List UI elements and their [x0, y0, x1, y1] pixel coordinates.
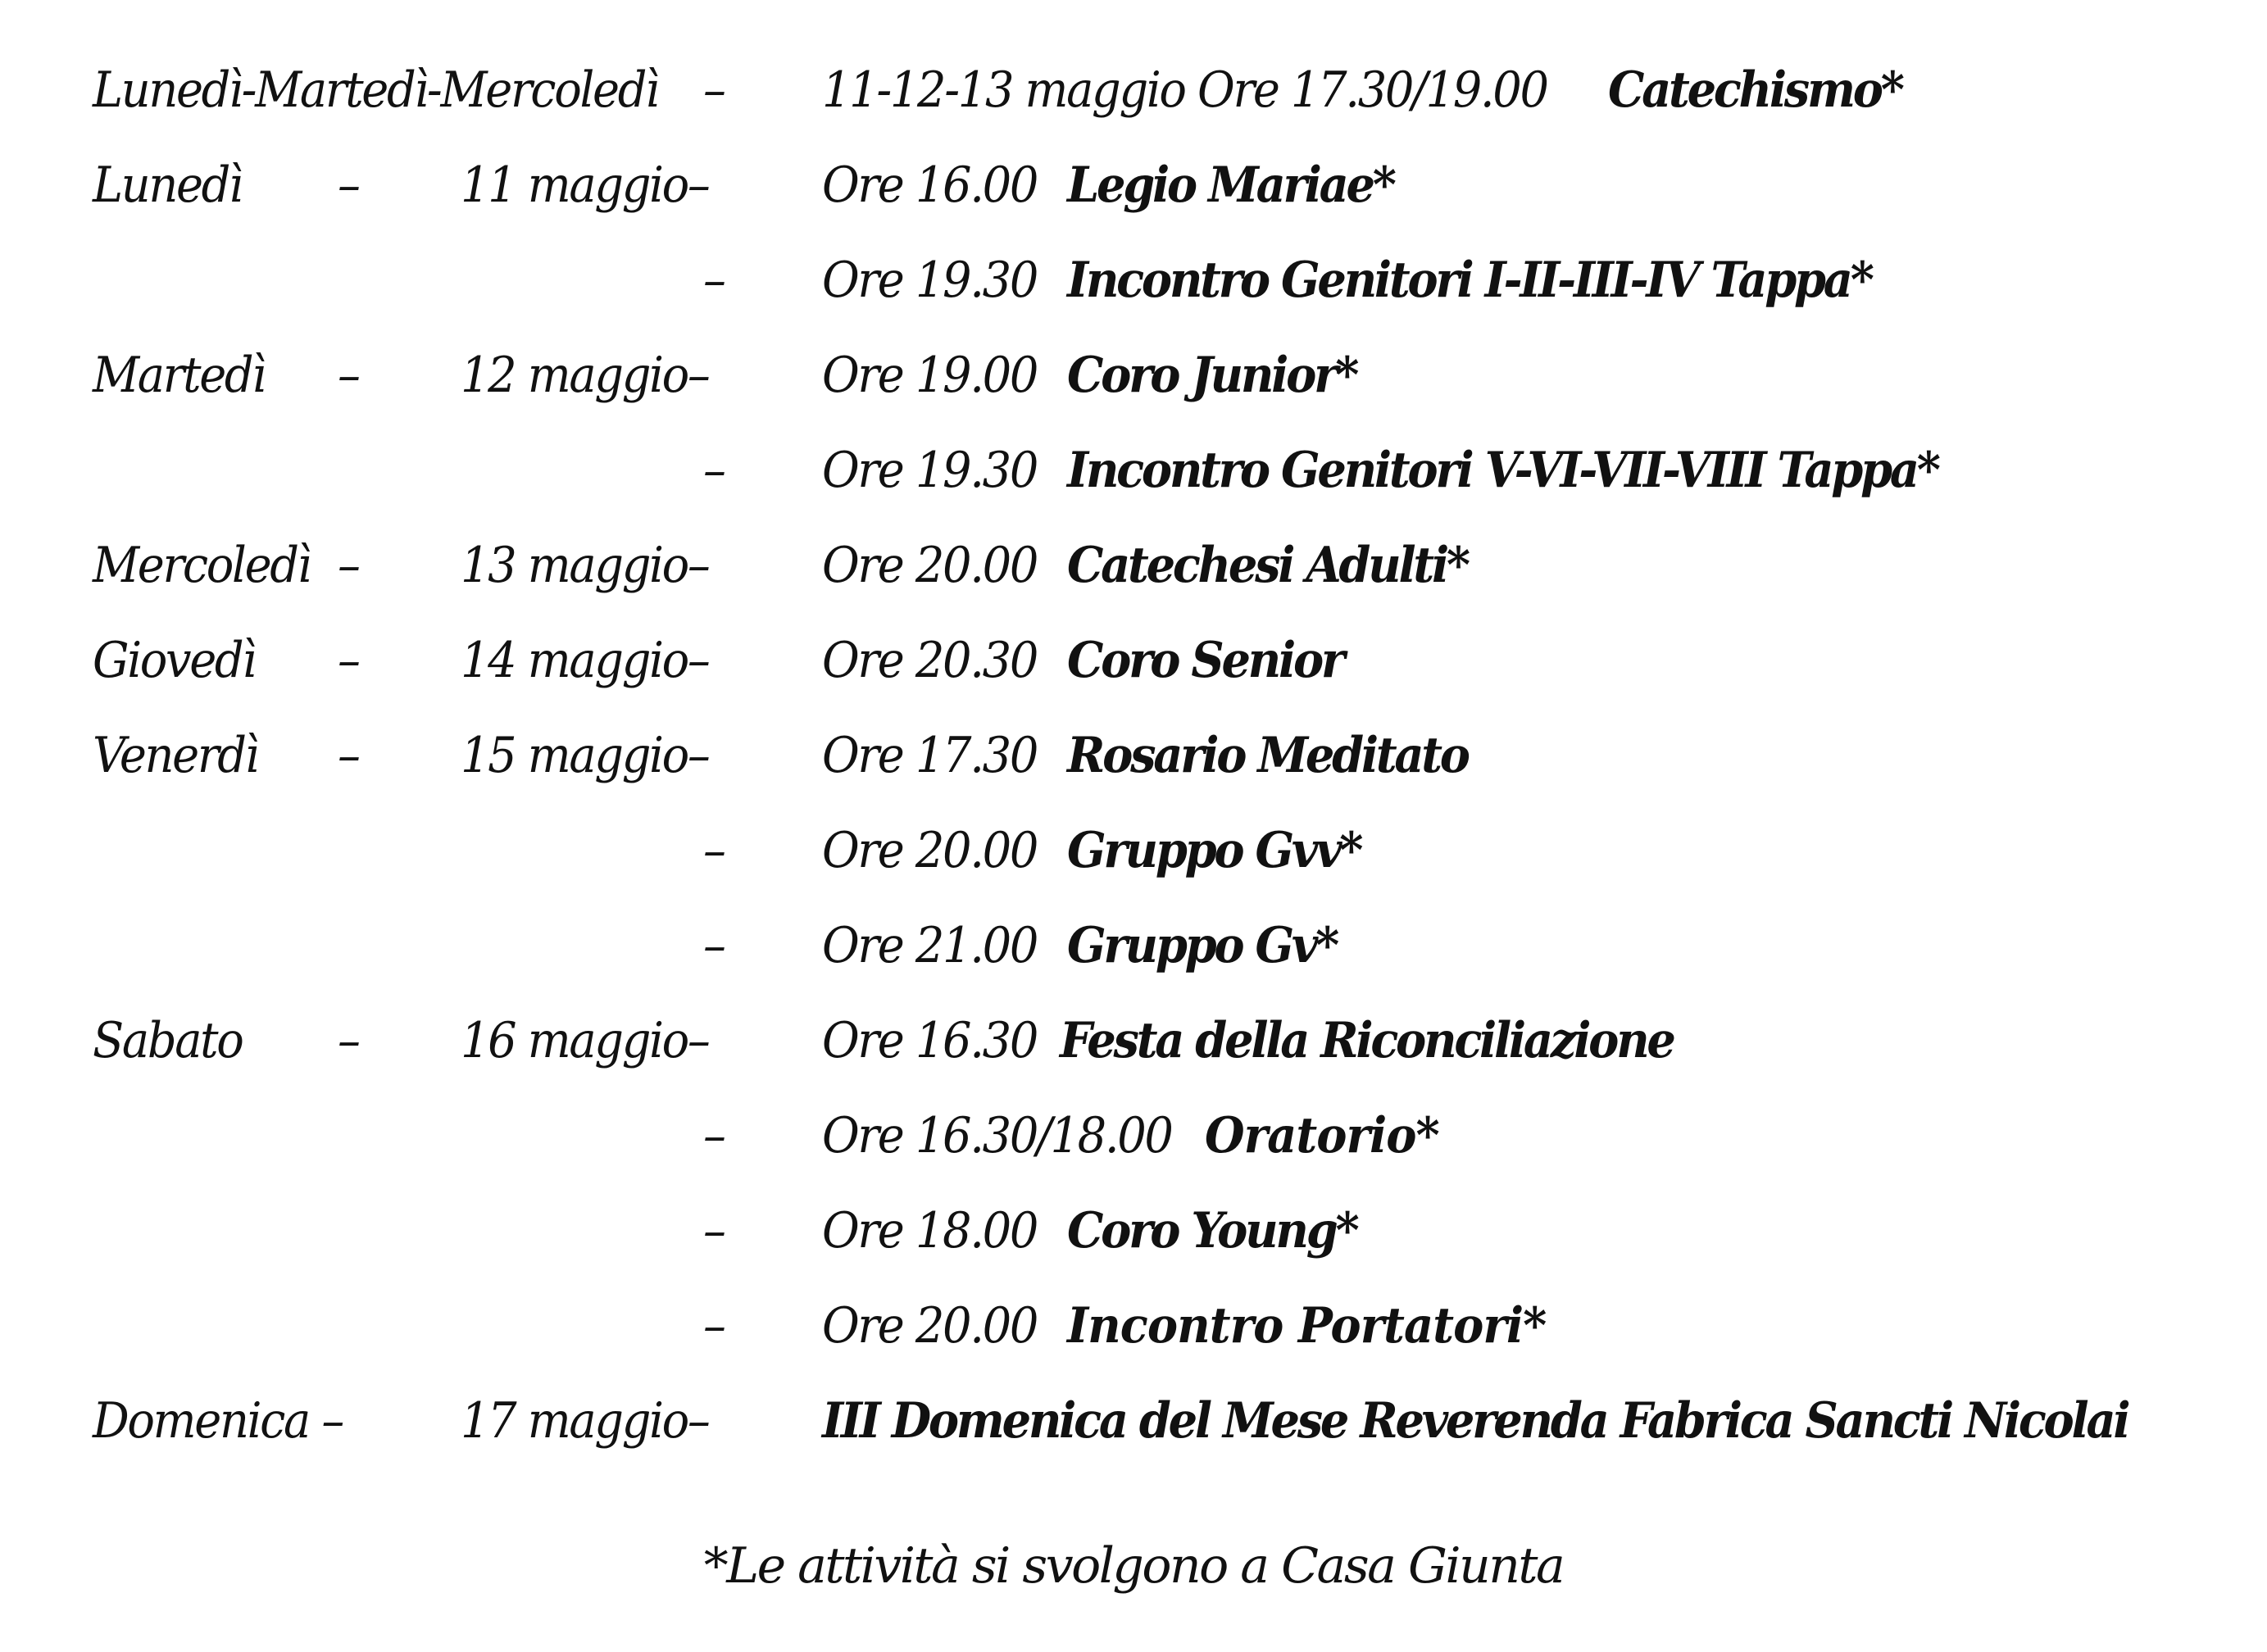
activity-name: Incontro Portatori* [1067, 1297, 1547, 1355]
schedule-date: 11 maggio– [461, 157, 709, 214]
schedule-row [0, 993, 2267, 1088]
schedule-time: Ore 19.30 [822, 442, 1037, 499]
schedule-time: Ore 20.00 [822, 822, 1037, 879]
schedule-dates-time: 11-12-13 maggio Ore 17.30/19.00 [822, 61, 1547, 119]
schedule-row [0, 1088, 2267, 1183]
schedule-time: Ore 16.30 [822, 1012, 1037, 1069]
schedule-time: Ore 20.30 [822, 632, 1037, 689]
separator-dash: – [703, 61, 725, 119]
schedule-time: Ore 20.00 [822, 537, 1037, 594]
footnote: *Le attività si svolgono a Casa Giunta [703, 1537, 1564, 1595]
activity-name: Coro Junior* [1067, 347, 1357, 404]
activity-name: Coro Young* [1067, 1202, 1357, 1259]
schedule-time: Ore 20.00 [822, 1297, 1037, 1355]
schedule-row [0, 328, 2267, 423]
separator-dash: – [338, 1012, 359, 1069]
separator-dash: – [703, 917, 725, 974]
schedule-time: Ore 21.00 [822, 917, 1037, 974]
separator-dash: – [338, 632, 359, 689]
activity-name: Rosario Meditato [1067, 727, 1468, 784]
schedule-date: 15 maggio– [461, 727, 709, 784]
schedule-row [0, 1373, 2267, 1468]
schedule-time: Ore 19.00 [822, 347, 1037, 404]
schedule-time: Ore 18.00 [822, 1202, 1037, 1259]
schedule-date: 14 maggio– [461, 632, 709, 689]
schedule-row [0, 1278, 2267, 1373]
separator-dash: – [703, 822, 725, 879]
activity-name: Gruppo Gv* [1067, 917, 1338, 974]
separator-dash: – [703, 1202, 725, 1259]
separator-dash: – [338, 727, 359, 784]
schedule-day: Sabato [93, 1012, 243, 1069]
schedule-row [0, 898, 2267, 993]
schedule-day: Lunedì [93, 157, 242, 214]
schedule-row [0, 233, 2267, 328]
schedule-row [0, 138, 2267, 233]
schedule-row [0, 803, 2267, 898]
schedule-day: Venerdì [93, 727, 258, 784]
schedule-day: Mercoledì [93, 537, 311, 594]
schedule-row [0, 708, 2267, 803]
activity-name: Gruppo Gvv* [1067, 822, 1361, 879]
activity-name: III Domenica del Mese Reverenda Fabrica Sancti Nicolai [822, 1392, 2128, 1450]
activity-name: Festa della Riconciliazione [1060, 1012, 1674, 1069]
schedule-day: Martedì [93, 347, 265, 404]
schedule-date: 13 maggio– [461, 537, 709, 594]
separator-dash: – [703, 252, 725, 309]
activity-name: Oratorio* [1205, 1107, 1439, 1164]
schedule-row [0, 43, 2267, 138]
schedule-date: 12 maggio– [461, 347, 709, 404]
activity-name: Catechesi Adulti* [1067, 537, 1468, 594]
schedule-time: Ore 19.30 [822, 252, 1037, 309]
activity-name: Incontro Genitori I-II-III-IV Tappa* [1067, 252, 1872, 309]
separator-dash: – [703, 1107, 725, 1164]
schedule-row [0, 1183, 2267, 1278]
schedule-time: Ore 17.30 [822, 727, 1037, 784]
activity-name: Catechismo* [1608, 61, 1902, 119]
schedule-day: Giovedì [93, 632, 255, 689]
schedule-time: Ore 16.00 [822, 157, 1037, 214]
schedule-date: 17 maggio– [461, 1392, 709, 1450]
schedule-day: Domenica – [93, 1392, 343, 1450]
schedule-row [0, 518, 2267, 613]
separator-dash: – [703, 1297, 725, 1355]
activity-name: Coro Senior [1067, 632, 1343, 689]
separator-dash: – [338, 537, 359, 594]
schedule-date: 16 maggio– [461, 1012, 709, 1069]
activity-name: Legio Mariae* [1067, 157, 1394, 214]
separator-dash: – [703, 442, 725, 499]
separator-dash: – [338, 157, 359, 214]
schedule-days: Lunedì-Martedì-Mercoledì [93, 61, 658, 119]
schedule-row [0, 423, 2267, 518]
separator-dash: – [338, 347, 359, 404]
activity-name: Incontro Genitori V-VI-VII-VIII Tappa* [1067, 442, 1938, 499]
schedule-row [0, 613, 2267, 708]
schedule-time: Ore 16.30/18.00 [822, 1107, 1172, 1164]
